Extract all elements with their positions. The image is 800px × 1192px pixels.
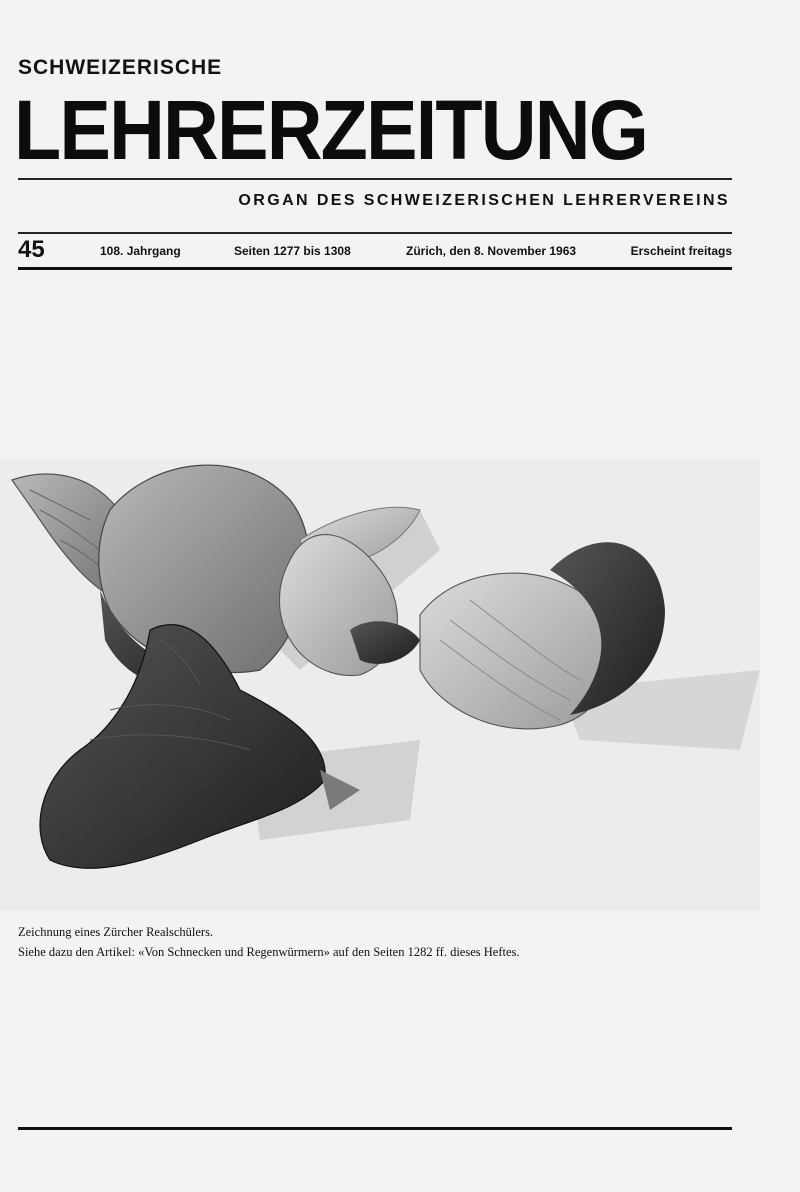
issue-number: 45 xyxy=(18,236,45,263)
issue-jahrgang: 108. Jahrgang xyxy=(100,244,181,258)
caption-line-2: Siehe dazu den Artikel: «Von Schnecken und Regenwürmern» auf den Seiten 1282 ff. dieses Heftes. xyxy=(18,945,520,959)
issue-top-rule xyxy=(18,232,732,234)
masthead-rule xyxy=(18,178,732,180)
caption-line-1: Zeichnung eines Zürcher Realschülers. xyxy=(18,925,214,939)
footer-rule xyxy=(18,1127,732,1130)
masthead-organ: ORGAN DES SCHWEIZERISCHEN LEHRERVEREINS xyxy=(238,192,730,209)
snail-shells-drawing-icon xyxy=(0,440,800,910)
masthead-kicker: SCHWEIZERISCHE xyxy=(18,56,223,79)
cover-caption xyxy=(18,922,738,962)
issue-info-row xyxy=(18,236,732,268)
issue-place-date: Zürich, den 8. November 1963 xyxy=(406,244,577,258)
issue-pages: Seiten 1277 bis 1308 xyxy=(234,244,351,258)
issue-frequency: Erscheint freitags xyxy=(630,244,732,258)
masthead-title: LEHRERZEITUNG xyxy=(14,83,647,177)
issue-bottom-rule xyxy=(18,267,732,270)
